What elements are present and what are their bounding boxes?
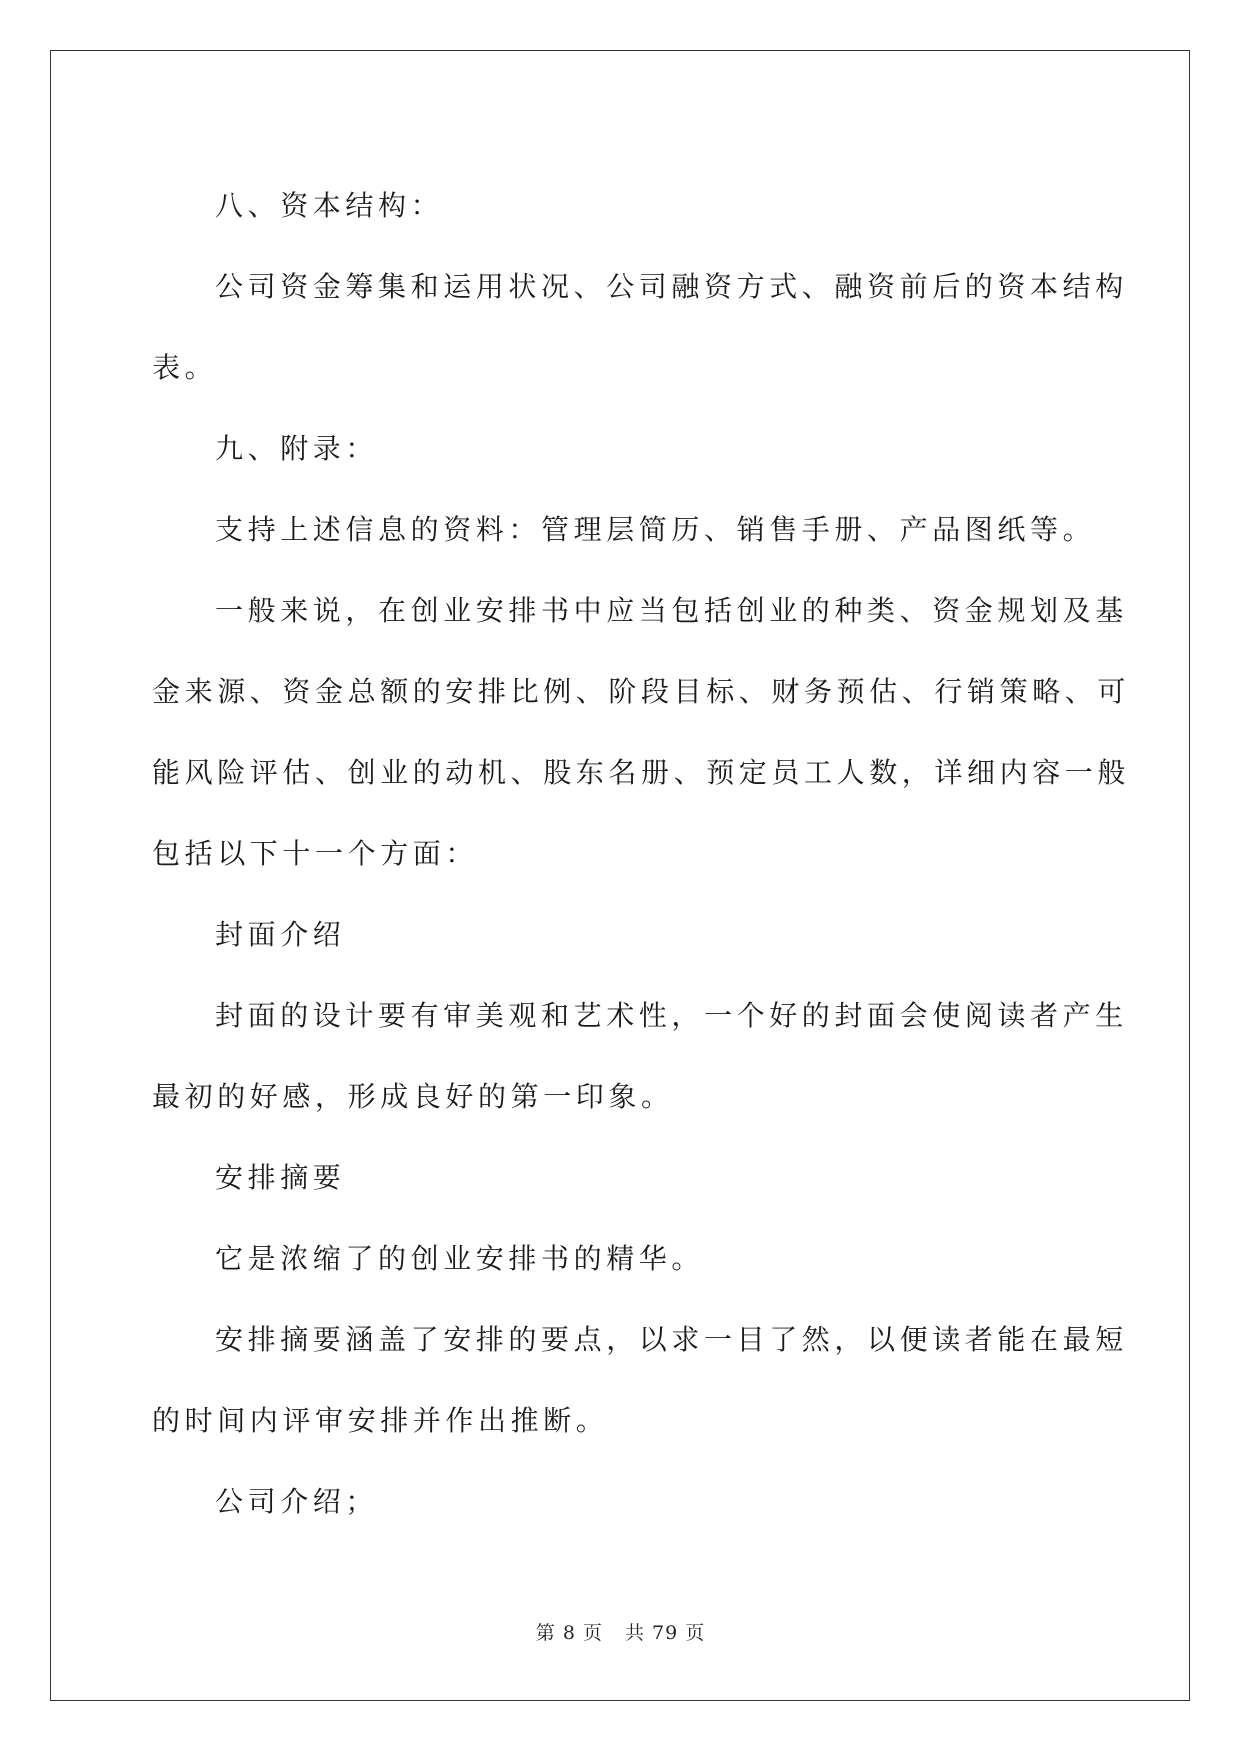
text-line: 表。 (152, 351, 218, 384)
text-line: 封面介绍 (215, 918, 346, 951)
text-line: 一般来说，在创业安排书中应当包括创业的种类、资金规划及基 (215, 594, 1128, 627)
paragraph-summary-essence (152, 1218, 1088, 1299)
section-heading-company (152, 1461, 1088, 1542)
text-line: 金来源、资金总额的安排比例、阶段目标、财务预估、行销策略、可 (152, 675, 1131, 708)
text-line: 封面的设计要有审美观和艺术性，一个好的封面会使阅读者产生 (215, 999, 1128, 1032)
text-line: 公司介绍； (215, 1485, 379, 1518)
text-line: 包括以下十一个方面： (152, 837, 479, 870)
document-body (152, 165, 1131, 1542)
section-heading-appendix (152, 408, 1088, 489)
text-line: 八、资本结构： (215, 189, 444, 222)
page-footer (0, 1618, 1241, 1645)
text-line: 它是浓缩了的创业安排书的精华。 (215, 1242, 705, 1275)
text-line: 能风险评估、创业的动机、股东名册、预定员工人数，详细内容一般 (152, 756, 1131, 789)
text-line: 公司资金筹集和运用状况、公司融资方式、融资前后的资本结构 (215, 270, 1128, 303)
paragraph-overview (152, 570, 1131, 894)
text-line: 的时间内评审安排并作出推断。 (152, 1404, 609, 1437)
page-number: 第 8 页 (535, 1622, 603, 1644)
text-line: 九、附录： (215, 432, 379, 465)
paragraph-summary-points (152, 1299, 1128, 1461)
paragraph-capital-structure (152, 246, 1128, 408)
section-heading-cover (152, 894, 1088, 975)
page-total: 共 79 页 (624, 1622, 706, 1644)
paragraph-appendix (152, 489, 1096, 570)
paragraph-cover (152, 975, 1128, 1137)
text-line: 安排摘要涵盖了安排的要点，以求一目了然，以便读者能在最短 (215, 1323, 1128, 1356)
text-line: 最初的好感，形成良好的第一印象。 (152, 1080, 674, 1113)
text-line: 安排摘要 (215, 1161, 346, 1194)
text-line: 支持上述信息的资料：管理层简历、销售手册、产品图纸等。 (215, 513, 1096, 546)
section-heading-summary (152, 1137, 1088, 1218)
section-heading-capital-structure (152, 165, 1088, 246)
